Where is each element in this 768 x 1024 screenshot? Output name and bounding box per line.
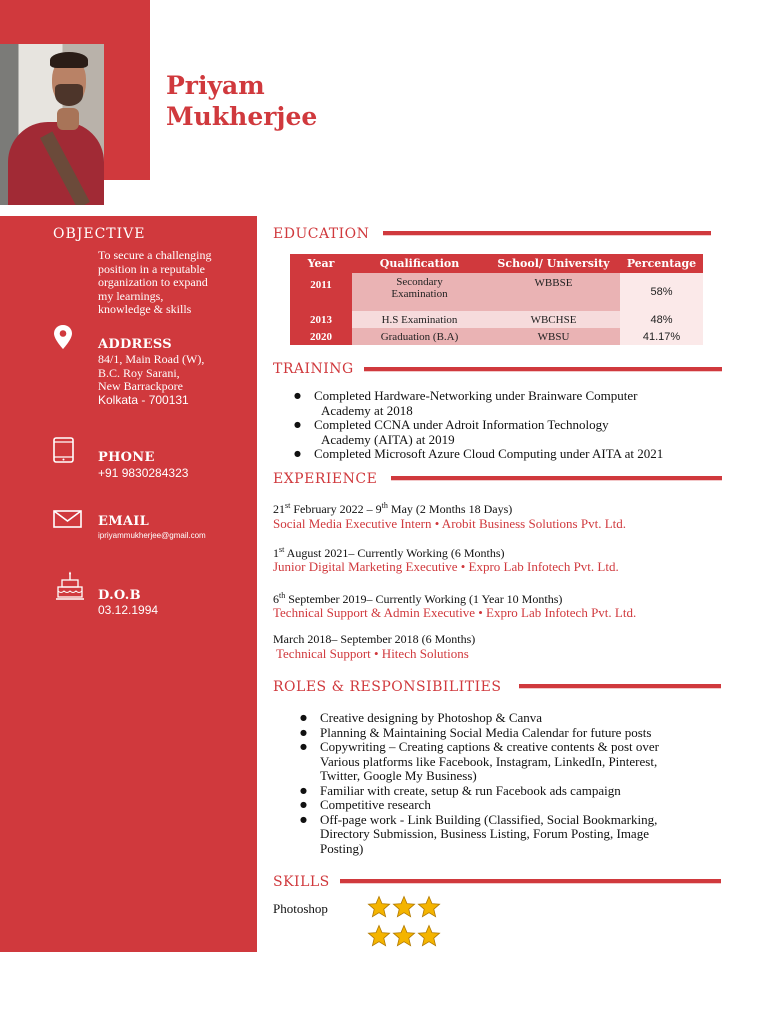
- address-heading: ADDRESS: [98, 337, 172, 352]
- star-icon: [367, 895, 391, 919]
- experience-role: Junior Digital Marketing Executive • Expro Lab Infotech Pvt. Ltd.: [273, 559, 619, 574]
- list-item: ● Creative designing by Photoshop & Canva: [300, 711, 720, 726]
- table-header: School/ University: [487, 254, 620, 273]
- candidate-name: [166, 70, 317, 132]
- table-row: [290, 273, 703, 311]
- sidebar: [0, 216, 257, 952]
- list-item: ● Competitive research: [300, 798, 720, 813]
- table-cell-year: 2011: [290, 273, 352, 311]
- training-list: [294, 389, 724, 462]
- location-pin-icon: [53, 324, 73, 350]
- experience-date: 21st February 2022 – 9th May (2 Months 18 Days): [273, 501, 513, 516]
- experience-role: Technical Support • Hitech Solutions: [276, 646, 469, 661]
- training-rule: [364, 367, 722, 372]
- list-item: ● Completed Microsoft Azure Cloud Computing under AITA at 2021: [294, 447, 724, 462]
- phone-value: +91 9830284323: [98, 466, 189, 480]
- table-cell-qualification: Graduation (B.A): [352, 328, 487, 345]
- table-row: [290, 311, 703, 328]
- table-header-row: [290, 254, 703, 273]
- experience-role: Technical Support & Admin Executive • Expro Lab Infotech Pvt. Ltd.: [273, 605, 637, 620]
- experience-date: 6th September 2019– Currently Working (1 Year 10 Months): [273, 591, 563, 606]
- dob-heading: D.O.B: [98, 588, 141, 603]
- education-title: EDUCATION: [273, 226, 370, 242]
- table-cell-school: WBBSE: [487, 273, 620, 311]
- list-item: ● Completed CCNA under Adroit Information Technology Academy (AITA) at 2019: [294, 418, 724, 447]
- experience-role: Social Media Executive Intern • Arobit Business Solutions Pvt. Ltd.: [273, 516, 626, 531]
- experience-title: EXPERIENCE: [273, 471, 378, 487]
- star-icon: [417, 895, 441, 919]
- education-table: [290, 254, 703, 345]
- skill-label: Photoshop: [273, 901, 328, 916]
- skills-title: SKILLS: [273, 874, 330, 890]
- dob-value: 03.12.1994: [98, 603, 159, 617]
- list-item: ● Copywriting – Creating captions & creative contents & post over Various platforms like Facebook, Instagram, LinkedIn, Pinterest, Twitter, Google My Business): [300, 740, 720, 784]
- table-cell-school: WBCHSE: [487, 311, 620, 328]
- table-cell-percentage: 48%: [620, 311, 703, 328]
- roles-rule: [519, 684, 721, 689]
- table-cell-year: 2020: [290, 328, 352, 345]
- email-value: ipriyammukherjee@gmail.com: [98, 531, 206, 540]
- table-cell-school: WBSU: [487, 328, 620, 345]
- list-item: ● Completed Hardware-Networking under Brainware Computer Academy at 2018: [294, 389, 724, 418]
- training-title: TRAINING: [273, 361, 354, 377]
- roles-title: ROLES & RESPONSIBILITIES: [273, 679, 502, 695]
- star-icon: [392, 895, 416, 919]
- phone-heading: PHONE: [98, 450, 155, 465]
- table-row: [290, 328, 703, 345]
- profile-photo: [0, 44, 104, 205]
- envelope-icon: [53, 510, 82, 528]
- list-item: ● Familiar with create, setup & run Facebook ads campaign: [300, 784, 720, 799]
- objective-heading: OBJECTIVE: [53, 226, 146, 242]
- roles-list: [300, 711, 720, 856]
- phone-icon: [53, 437, 74, 463]
- table-cell-year: 2013: [290, 311, 352, 328]
- email-heading: EMAIL: [98, 514, 150, 529]
- star-icon: [367, 924, 391, 948]
- table-header: Qualification: [352, 254, 487, 273]
- experience-date: 1st August 2021– Currently Working (6 Months): [273, 545, 505, 560]
- table-cell-percentage: 41.17%: [620, 328, 703, 345]
- list-item: ● Off-page work - Link Building (Classified, Social Bookmarking, Directory Submission, Business Listing, Forum Posting, Image Posting): [300, 813, 720, 857]
- address-text: 84/1, Main Road (W), B.C. Roy Sarani, New Barrackpore Kolkata - 700131: [98, 352, 205, 407]
- skill-rating: [367, 895, 447, 953]
- list-item: ● Planning & Maintaining Social Media Calendar for future posts: [300, 726, 720, 741]
- table-cell-percentage: 58%: [620, 273, 703, 311]
- birthday-cake-icon: [56, 571, 84, 601]
- table-cell-qualification: H.S Examination: [352, 311, 487, 328]
- star-icon: [417, 924, 441, 948]
- objective-text: To secure a challenging position in a reputable organization to expand my learnings, knowledge & skills: [98, 248, 212, 316]
- table-header: Year: [290, 254, 352, 273]
- star-icon: [392, 924, 416, 948]
- experience-rule: [391, 476, 722, 481]
- header-accent-strip: [104, 0, 150, 180]
- table-header: Percentage: [620, 254, 703, 273]
- table-cell-qualification: Secondary Examination: [352, 273, 487, 311]
- first-name: Priyam: [166, 71, 265, 100]
- education-rule: [383, 231, 711, 236]
- experience-date: March 2018– September 2018 (6 Months): [273, 632, 476, 646]
- last-name: Mukherjee: [166, 102, 318, 131]
- skills-rule: [340, 879, 721, 884]
